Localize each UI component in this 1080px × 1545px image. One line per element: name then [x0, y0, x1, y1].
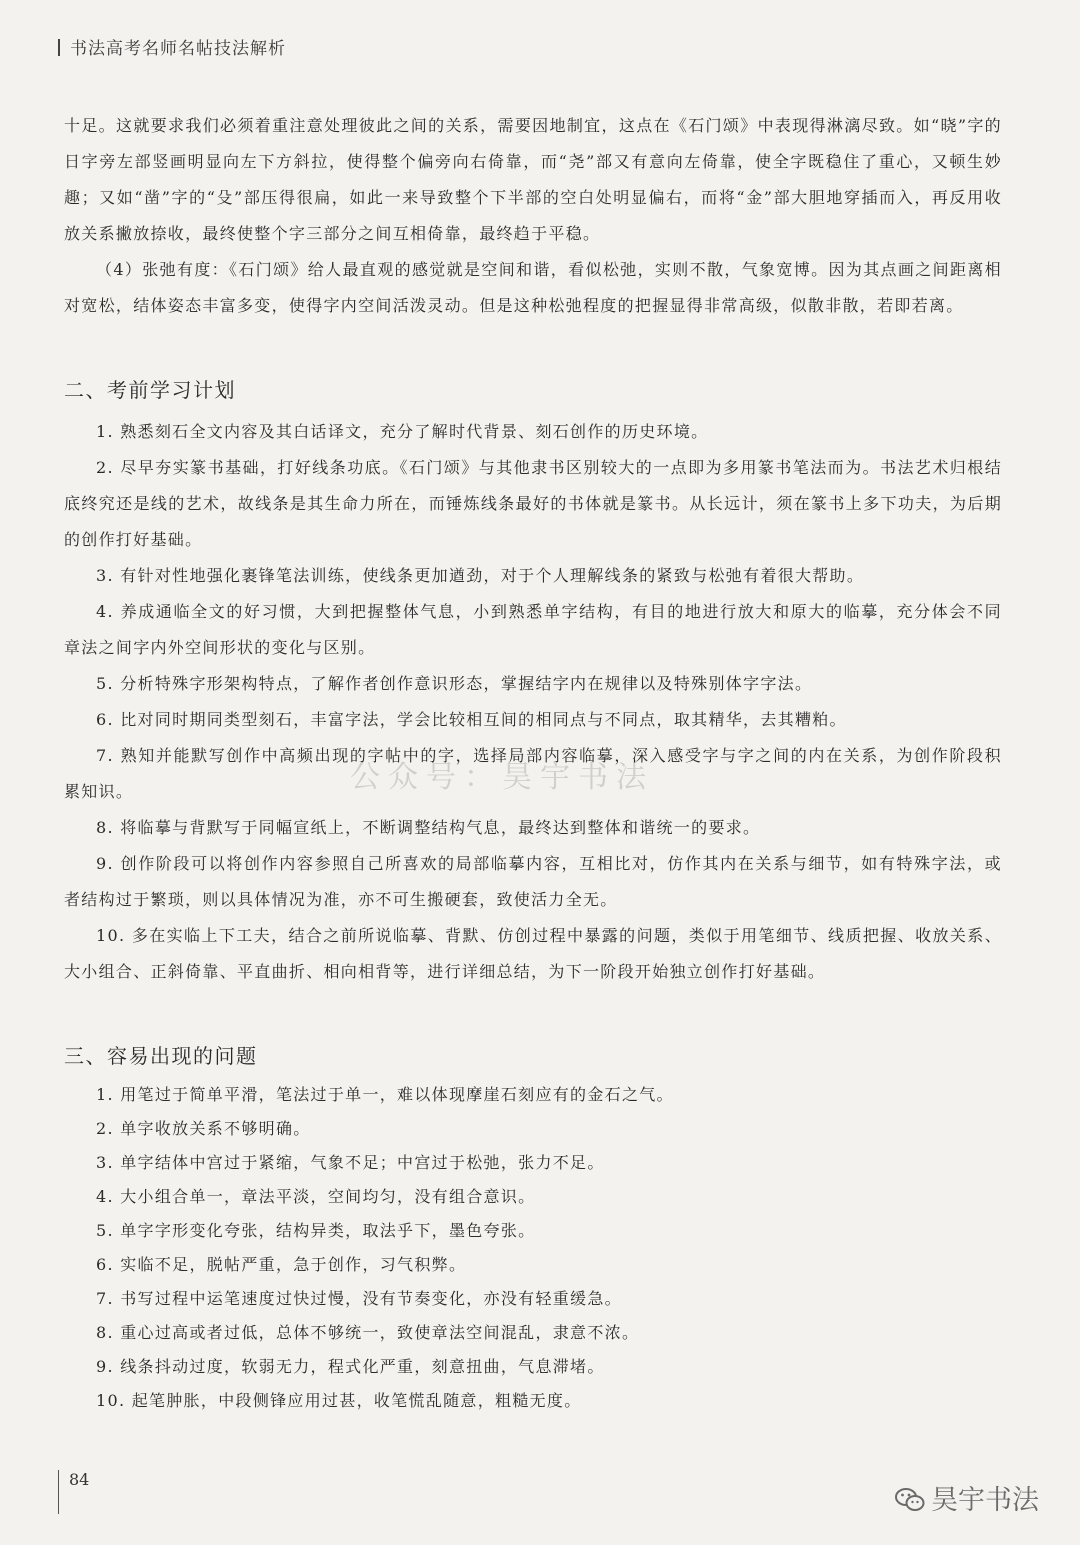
list-item: 6. 比对同时期同类型刻石，丰富字法，学会比较相互间的相同点与不同点，取其精华，去其糟粕。	[96, 710, 847, 729]
list-item: 6. 实临不足，脱帖严重，急于创作，习气积弊。	[96, 1255, 467, 1274]
section-heading-study-plan: 二、考前学习计划	[64, 378, 236, 402]
list-item: 3. 单字结体中宫过于紧缩，气象不足；中宫过于松弛，张力不足。	[96, 1153, 605, 1172]
list-item: 8. 将临摹与背默写于同幅宣纸上，不断调整结构气息，最终达到整体和谐统一的要求。	[96, 818, 761, 837]
paragraph: （4）张弛有度：《石门颂》给人最直观的感觉就是空间和谐，看似松弛，实则不散，气象宽博。因为其点画之间距离相对宽松，结体姿态丰富多变，使得字内空间活泼灵动。但是这种松弛程度的把握显得非常高级，似散非散，若即若离。	[64, 260, 1002, 315]
running-header	[58, 34, 286, 59]
list-item: 10. 多在实临上下工夫，结合之前所说临摹、背默、仿创过程中暴露的问题，类似于用笔细节、线质把握、收放关系、大小组合、正斜倚靠、平直曲折、相向相背等，进行详细总结，为下一阶段开始独立创作打好基础。	[64, 926, 1002, 981]
header-title: 书法高考名师名帖技法解析	[70, 39, 286, 59]
list-item: 2. 单字收放关系不够明确。	[96, 1119, 311, 1138]
list-item: 1. 用笔过于简单平滑，笔法过于单一，难以体现摩崖石刻应有的金石之气。	[96, 1085, 674, 1104]
header-divider	[58, 39, 60, 56]
list-item: 7. 熟知并能默写创作中高频出现的字帖中的字，选择局部内容临摹，深入感受字与字之间的内在关系，为创作阶段积累知识。	[64, 746, 1002, 801]
list-item: 5. 分析特殊字形架构特点，了解作者创作意识形态，掌握结字内在规律以及特殊别体字字法。	[96, 674, 813, 693]
list-item: 8. 重心过高或者过低，总体不够统一，致使章法空间混乱，隶意不浓。	[96, 1323, 640, 1342]
list-item: 1. 熟悉刻石全文内容及其白话译文，充分了解时代背景、刻石创作的历史环境。	[96, 422, 709, 441]
wechat-account-name: 昊宇书法	[931, 1485, 1039, 1516]
list-item: 7. 书写过程中运笔速度过快过慢，没有节奏变化，亦没有轻重缓急。	[96, 1289, 622, 1308]
list-item: 5. 单字字形变化夸张，结构异类，取法乎下，墨色夸张。	[96, 1221, 536, 1240]
wechat-icon	[895, 1487, 925, 1513]
page-number: 84	[58, 1470, 89, 1514]
list-item: 9. 线条抖动过度，软弱无力，程式化严重，刻意扭曲，气息滞堵。	[96, 1357, 605, 1376]
wechat-account-badge	[895, 1478, 1039, 1517]
list-item: 9. 创作阶段可以将创作内容参照自己所喜欢的局部临摹内容，互相比对，仿作其内在关系与细节，如有特殊字法，或者结构过于繁琐，则以具体情况为准，亦不可生搬硬套，致使活力全无。	[64, 854, 1002, 909]
paragraph: 十足。这就要求我们必须着重注意处理彼此之间的关系，需要因地制宜，这点在《石门颂》中表现得淋漓尽致。如“晓”字的日字旁左部竖画明显向左下方斜拉，使得整个偏旁向右倚靠，而“尧”部又有意向左倚靠，使全字既稳住了重心，又顿生妙趣；又如“凿”字的“殳”部压得很扁，如此一来导致整个下半部的空白处明显偏右，而将“金”部大胆地穿插而入，再反用收放关系撇放捺收，最终使整个字三部分之间互相倚靠，最终趋于平稳。	[64, 116, 1002, 243]
list-item: 4. 养成通临全文的好习惯，大到把握整体气息，小到熟悉单字结构，有目的地进行放大和原大的临摹，充分体会不同章法之间字内外空间形状的变化与区别。	[64, 602, 1002, 657]
list-item: 4. 大小组合单一，章法平淡，空间均匀，没有组合意识。	[96, 1187, 536, 1206]
list-item: 10. 起笔肿胀，中段侧锋应用过甚，收笔慌乱随意，粗糙无度。	[96, 1391, 582, 1410]
study-plan-list	[64, 414, 1002, 990]
list-item: 3. 有针对性地强化裹锋笔法训练，使线条更加遒劲，对于个人理解线条的紧致与松弛有着很大帮助。	[96, 566, 865, 585]
section-heading-common-problems: 三、容易出现的问题	[64, 1044, 258, 1068]
watermark: 公众号：昊宇书法	[350, 760, 654, 795]
list-item: 2. 尽早夯实篆书基础，打好线条功底。《石门颂》与其他隶书区别较大的一点即为多用篆书笔法而为。书法艺术归根结底终究还是线的艺术，故线条是其生命力所在，而锤炼线条最好的书体就是篆书。从长远计，须在篆书上多下功夫，为后期的创作打好基础。	[64, 458, 1002, 549]
common-problems-list	[64, 1078, 1002, 1418]
